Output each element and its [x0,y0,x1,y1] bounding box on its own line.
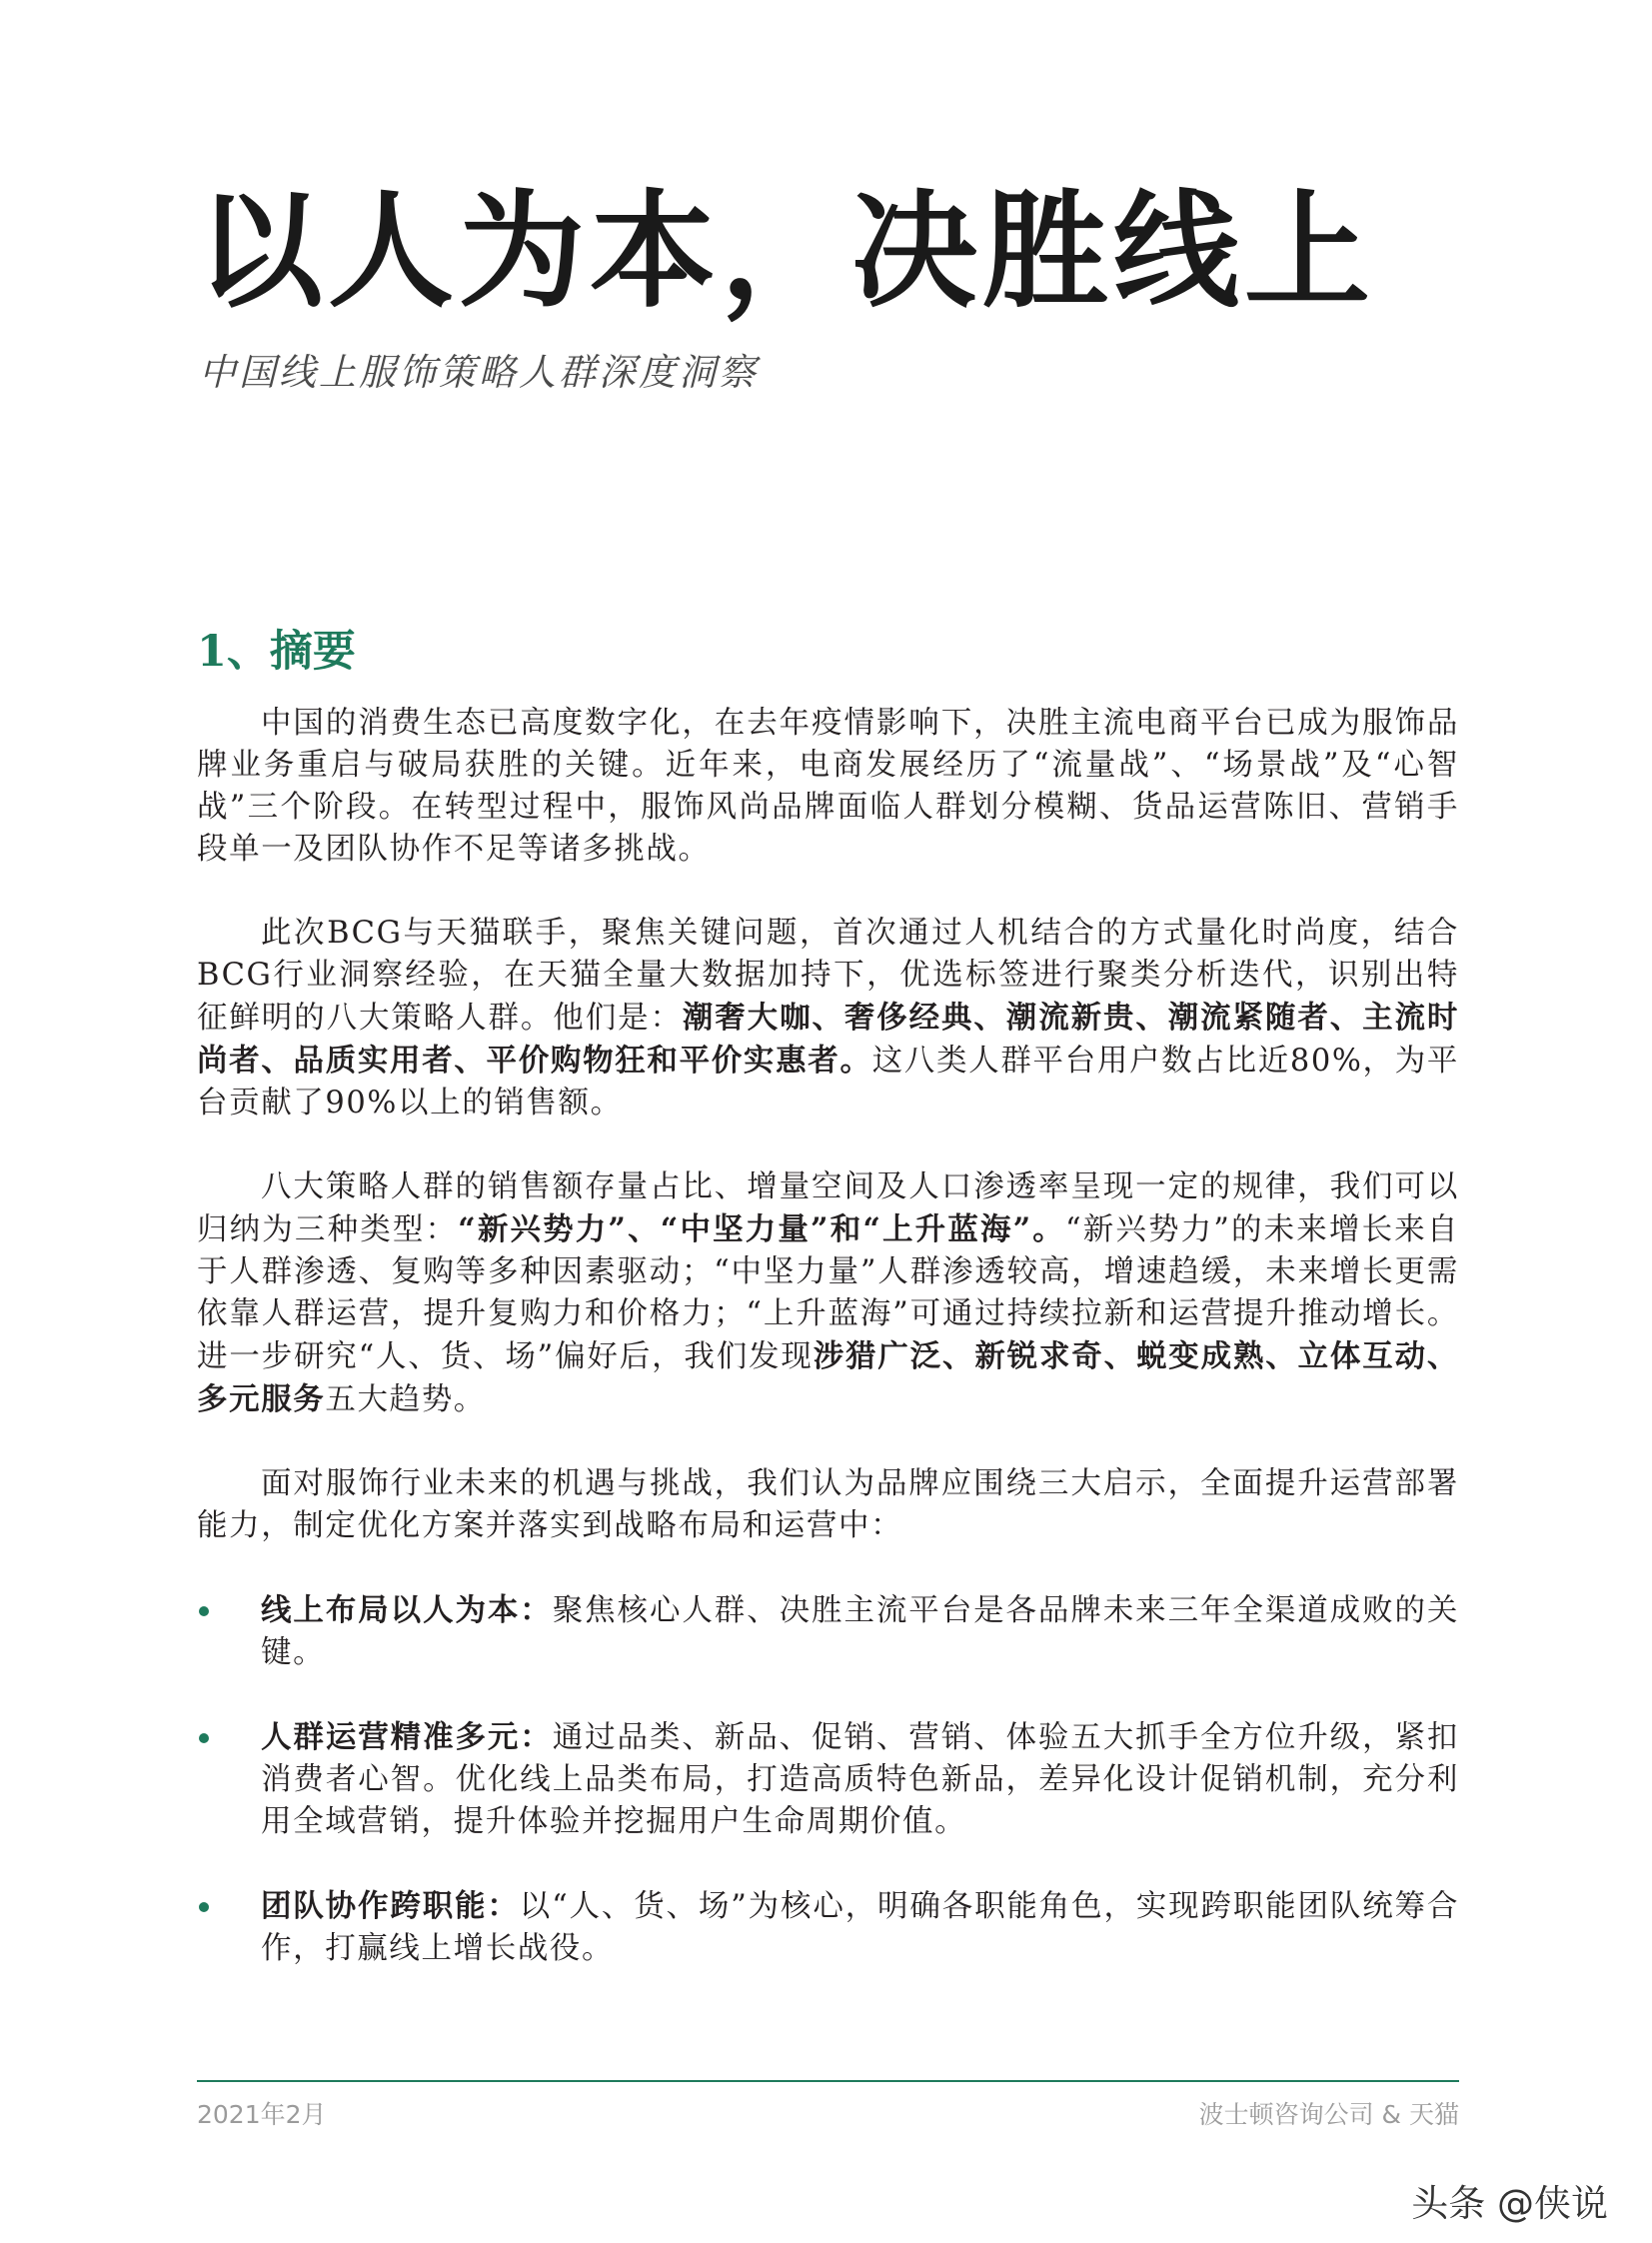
bullet-label: 团队协作跨职能： [261,1888,520,1924]
footer-organization: 波士顿咨询公司 & 天猫 [1198,2100,1459,2129]
paragraph-bold-text: 涉猎广泛、新锐求奇、蜕变成熟、立体互动、多元服务 [197,1338,1459,1417]
paragraph-text: 面对服饰行业未来的机遇与挑战，我们认为品牌应围绕三大启示，全面提升运营部署能力，制定优化方案并落实到战略布局和运营中： [197,1466,1459,1543]
page-title: 以人为本，决胜线上 [197,177,1375,325]
bullet-text: 以“人、货、场”为核心，明确各职能角色，实现跨职能团队统筹合作，打赢线上增长战役。 [261,1889,1459,1966]
bullet-dot-icon [199,1902,209,1912]
list-item [197,1716,1459,1843]
bullet-label: 线上布局以人为本： [261,1592,553,1628]
list-item [197,1885,1459,1970]
list-item [197,1589,1459,1674]
paragraph-text: 此次BCG与天猫联手，聚焦关键问题，首次通过人机结合的方式量化时尚度，结合BCG行业洞察经验，在天猫全量大数据加持下，优选标签进行聚类分析迭代，识别出特征鲜明的八大策略人群。他们是： [197,916,1459,1036]
paragraph-3 [197,1166,1459,1421]
paragraph-text: 这八类人群平台用户数占比近80%，为平台贡献了90%以上的销售额。 [197,1044,1459,1121]
bullet-label: 人群运营精准多元： [261,1719,553,1755]
paragraph-text: 中国的消费生态已高度数字化，在去年疫情影响下，决胜主流电商平台已成为服饰品牌业务重启与破局获胜的关键。近年来，电商发展经历了“流量战”、“场景战”及“心智战”三个阶段。在转型过程中，服饰风尚品牌面临人群划分模糊、货品运营陈旧、营销手段单一及团队协作不足等诸多挑战。 [197,706,1459,867]
bullet-dot-icon [199,1606,209,1616]
paragraph-1 [197,703,1459,871]
page-subtitle: 中国线上服饰策略人群深度洞察 [199,351,759,394]
insight-list [197,1589,1459,1970]
paragraph-bold-text: “新兴势力”、“中坚力量”和“上升蓝海”。 [458,1211,1065,1247]
footer-date: 2021年2月 [197,2100,327,2129]
paragraph-2 [197,913,1459,1124]
paragraph-bold-text: 潮奢大咖、奢侈经典、潮流新贵、潮流紧随者、主流时尚者、品质实用者、平价购物狂和平价实惠者。 [197,1000,1460,1079]
bullet-dot-icon [199,1733,209,1743]
paragraph-text: “新兴势力”的未来增长来自于人群渗透、复购等多种因素驱动；“中坚力量”人群渗透较高，增速趋缓，未来增长更需依靠人群运营，提升复购力和价格力；“上升蓝海”可通过持续拉新和运营提升推动增长。进一步研究“人、货、场”偏好后，我们发现 [197,1212,1459,1374]
footer-divider [197,2080,1459,2082]
watermark: 头条 @侠说 [1411,2182,1608,2225]
abstract-body [197,703,1459,2012]
paragraph-4 [197,1463,1459,1547]
paragraph-text: 五大趋势。 [325,1382,486,1417]
bullet-text: 通过品类、新品、促销、营销、体验五大抓手全方位升级，紧扣消费者心智。优化线上品类布局，打造高质特色新品，差异化设计促销机制，充分利用全域营销，提升体验并挖掘用户生命周期价值。 [261,1720,1459,1839]
section-heading: 1、摘要 [197,627,356,677]
paragraph-text: 八大策略人群的销售额存量占比、增量空间及人口渗透率呈现一定的规律，我们可以归纳为三种类型： [197,1169,1459,1247]
bullet-text: 聚焦核心人群、决胜主流平台是各品牌未来三年全渠道成败的关键。 [261,1593,1459,1670]
